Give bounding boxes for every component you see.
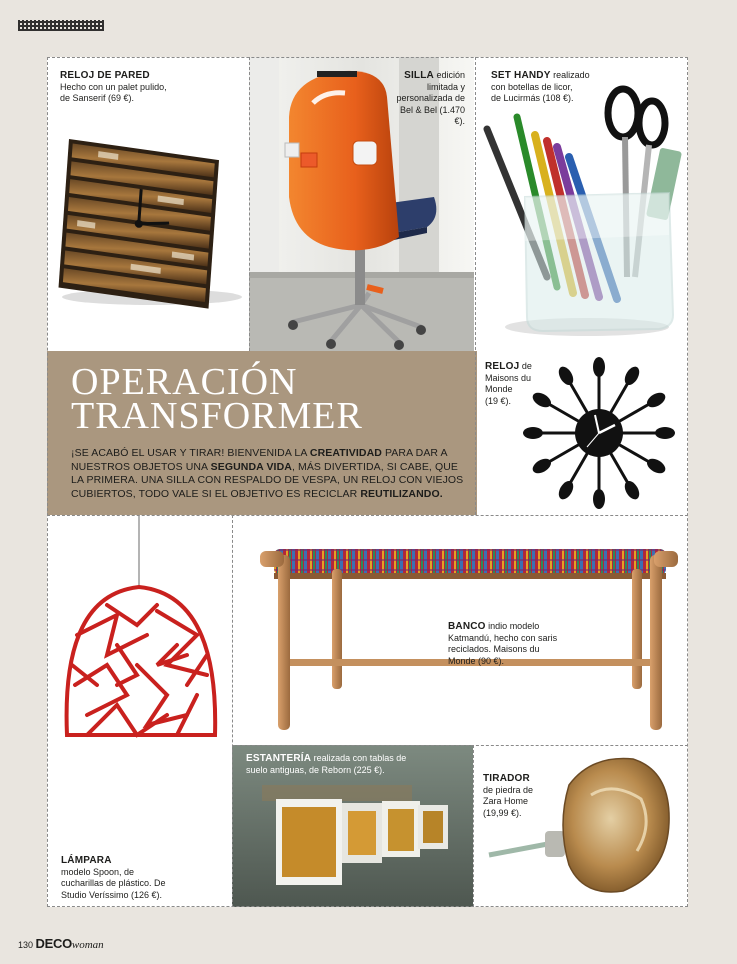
wall-clock-title: RELOJ DE PARED <box>60 70 150 81</box>
wall-clock-desc-2: de Sanserif (69 €). <box>60 93 135 103</box>
chair-caption <box>369 70 465 128</box>
clock-desc-4: (19 €). <box>485 395 512 406</box>
knob-desc-3: (19,99 €). <box>483 807 522 818</box>
shelf-caption <box>246 753 466 776</box>
handy-set-desc-3: de Lucirmás (108 €). <box>491 93 574 103</box>
divider <box>687 57 688 907</box>
divider <box>47 515 688 516</box>
shelf-desc-2: suelo antiguas, de Reborn (225 €). <box>246 764 385 775</box>
wall-clock-cell <box>47 57 249 351</box>
knob-caption <box>483 773 563 819</box>
shelf-title: ESTANTERÍA <box>246 753 312 764</box>
lamp-title: LÁMPARA <box>61 855 112 866</box>
lamp-desc-1: modelo Spoon, de <box>61 866 135 877</box>
feature-title-line1: OPERACIÓN <box>71 361 298 403</box>
page-number: 130 <box>18 940 34 950</box>
section-label <box>18 20 104 32</box>
intro-bold-3: REUTILIZANDO. <box>360 487 443 500</box>
stone-knob-image <box>473 745 688 907</box>
chair-cell <box>249 57 474 351</box>
wall-clock-desc-1: Hecho con un palet pulido, <box>60 81 167 92</box>
shelf-desc-1: realizada con tablas de <box>311 753 407 763</box>
bench-desc-1: indio modelo <box>485 621 540 631</box>
knob-cell <box>473 745 688 907</box>
wall-clock-caption <box>60 70 240 105</box>
section-label-pattern <box>18 20 104 31</box>
chair-title: SILLA <box>404 70 434 81</box>
knob-title: TIRADOR <box>483 773 530 784</box>
knob-desc-1: de piedra de <box>483 784 534 795</box>
chair-desc-3: personalizada de <box>396 93 465 103</box>
shelf-cell <box>232 745 473 907</box>
knob-desc-2: Zara Home <box>483 796 529 806</box>
handy-set-title: SET HANDY <box>491 70 551 81</box>
intro-part-2: PARA DAR A NUESTROS OBJETOS UNA <box>71 447 448 473</box>
divider <box>473 745 474 907</box>
divider <box>47 57 688 58</box>
cutlery-clock-cell <box>477 351 688 515</box>
bench-title: BANCO <box>448 621 486 632</box>
bench-desc-2: Katmandú, hecho con saris <box>448 632 558 643</box>
intro-part-1: ¡SE ACABÓ EL USAR Y TIRAR! BIENVENIDA LA <box>71 447 310 459</box>
lamp-cell <box>47 515 232 907</box>
divider <box>232 745 688 746</box>
handy-set-desc-2: con botellas de licor, <box>491 81 573 92</box>
divider <box>232 515 233 907</box>
bench-caption <box>448 621 608 667</box>
lamp-caption <box>61 855 231 901</box>
lamp-desc-3: Studio Veríssimo (126 €). <box>61 889 163 900</box>
clock-desc-2: Maisons du <box>485 372 532 383</box>
feature-title <box>71 361 471 437</box>
feature-intro <box>71 447 471 501</box>
intro-bold-1: CREATIVIDAD <box>309 447 382 459</box>
intro-part-3: , MÁS DIVERTIDA, SI CABE, QUE LA PRIMERA. UNA SILLA CON RESPALDO DE VESPA, UN RELOJ CON VIEJOS CUBIERTOS, TODO VALE SI EL OBJETIVO ES RECICLAR <box>71 460 464 500</box>
brand-logo-script: woman <box>71 939 104 951</box>
handy-set-caption <box>491 70 681 105</box>
brand-logo: DECO <box>35 936 72 951</box>
chair-desc-1: edición <box>433 70 465 80</box>
page-content <box>47 57 688 907</box>
chair-desc-2: limitada y <box>426 81 465 92</box>
bench-desc-4: Monde (90 €). <box>448 655 505 666</box>
clock-caption <box>485 361 555 407</box>
spoon-lamp-image <box>47 515 232 907</box>
handy-set-desc-1: realizado <box>550 70 590 80</box>
feature-title-line2: TRANSFORMER <box>71 395 363 437</box>
divider <box>47 57 48 907</box>
clock-desc-1: de <box>519 361 532 371</box>
intro-bold-2: SEGUNDA VIDA <box>210 460 292 473</box>
chair-desc-4: Bel & Bel (1.470 <box>399 104 465 115</box>
clock-desc-3: Monde <box>485 384 513 394</box>
bench-desc-3: reciclados. Maisons du <box>448 644 540 654</box>
handy-set-cell <box>477 57 688 351</box>
clock-title: RELOJ <box>485 361 520 372</box>
feature-banner <box>47 351 477 515</box>
divider <box>249 57 250 351</box>
divider <box>47 906 688 907</box>
bench-cell <box>232 515 688 745</box>
lamp-desc-2: cucharillas de plástico. De <box>61 878 166 888</box>
divider <box>475 57 476 515</box>
page-footer <box>18 936 104 952</box>
chair-desc-5: €). <box>454 116 465 126</box>
